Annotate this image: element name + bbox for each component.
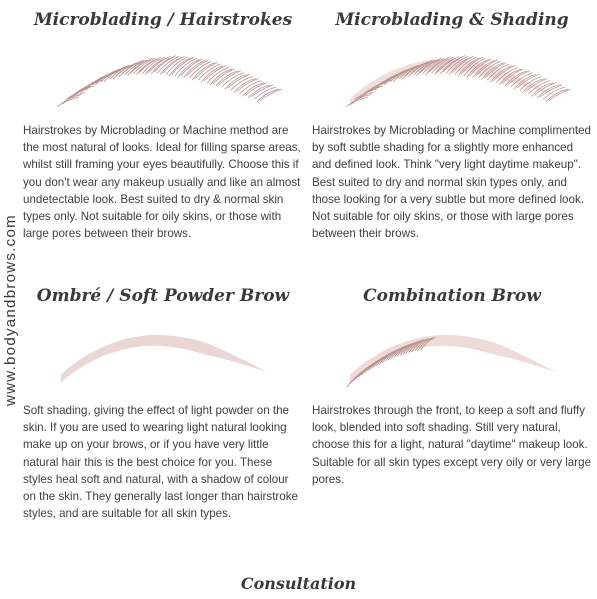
section-microblading-shading <box>312 8 592 242</box>
hairstroke-brow-illustration <box>43 32 283 112</box>
section-title: Combination Brow <box>363 286 541 306</box>
section-description: Hairstrokes through the front, to keep a soft and fluffy look, blended into soft shading. Still very natural, choose this for a light, natural "daytime" makeup look. Suitable for all skin types except very oily or very large pores. <box>312 404 592 486</box>
powder-brow-illustration <box>43 308 283 394</box>
section-ombre-powder-brow <box>23 284 303 522</box>
combination-brow-illustration <box>332 308 572 394</box>
section-description: Hairstrokes by Microblading or Machine complimented by soft subtle shading for a slightly more enhanced and defined look. Think "very light daytime makeup". Best suited to dry and normal skin types only, and those looking for a very subtle but more defined look. Not suitable for oily skins, or those with large pores between their brows. <box>312 124 592 241</box>
section-microblading-hairstrokes <box>23 8 303 242</box>
consultation-heading: Consultation <box>240 574 357 593</box>
section-title: Microblading / Hairstrokes <box>33 10 293 30</box>
section-description: Hairstrokes by Microblading or Machine method are the most natural of looks. Ideal for filling sparse areas, whilst still framing your eyes beautifully. Choose this if you don't wear any makeup usually and like an almost undetectable look. Best suited to dry & normal skin types only. Not suitable for oily skins, or those with large pores between their brows. <box>23 124 301 241</box>
section-title: Ombré / Soft Powder Brow <box>36 286 290 306</box>
section-description: Soft shading, giving the effect of light powder on the skin. If you are used to wearing light natural looking make up on your brows, or if you have very little natural hair this is the best choice for you. These styles heal soft and natural, with a shadow of colour on the skin. They generally last longer than hairstroke styles, and are suitable for all skin types. <box>23 404 298 521</box>
website-vertical-text: www.bodyandbrows.com <box>2 214 19 406</box>
section-title: Microblading & Shading <box>335 10 569 30</box>
shaded-hairstroke-brow-illustration <box>332 32 572 112</box>
section-combination-brow <box>312 284 592 488</box>
